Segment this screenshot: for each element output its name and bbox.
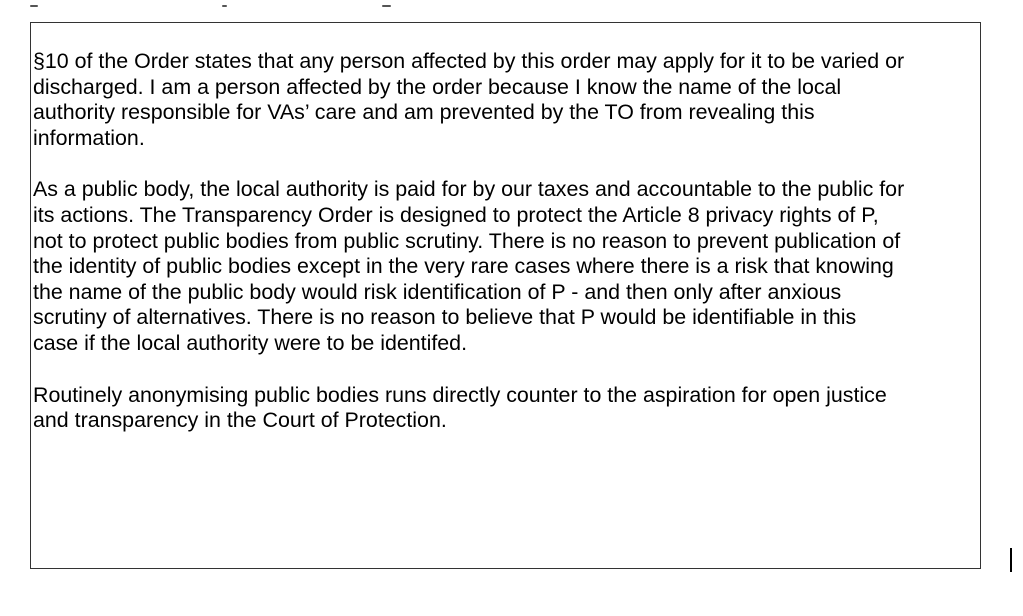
clipped-mark [382,5,391,7]
clipped-top-text-marks [0,0,1023,12]
paragraph-open-justice: Routinely anonymising public bodies runs directly counter to the aspiration for open justice and transparency in the Court of Protection. [33,382,887,433]
paragraph-public-body-accountability: As a public body, the local authority is paid for by our taxes and accountable to the public for its actions. The Transparency Order is designed to protect the Article 8 privacy rights of P, not to protect public bodies from public scrutiny. There is no reason to prevent publication of the identity of public bodies except in the very rare cases where there is a risk that knowing the name of the public body would risk identification of P - and then only after anxious scrutiny of alternatives. There is no reason to believe that P would be identifiable in this case if the local authority were to be identifed. [33,177,905,355]
text-cursor-icon [1010,548,1012,572]
clipped-mark [222,5,227,7]
text-box[interactable] [30,22,981,569]
paragraph-variation-application: §10 of the Order states that any person affected by this order may apply for it to be varied or discharged. I am a person affected by the order because I know the name of the local authority responsible for VAs’ care and am prevented by the TO from revealing this information. [33,49,905,150]
clipped-mark [30,5,38,7]
